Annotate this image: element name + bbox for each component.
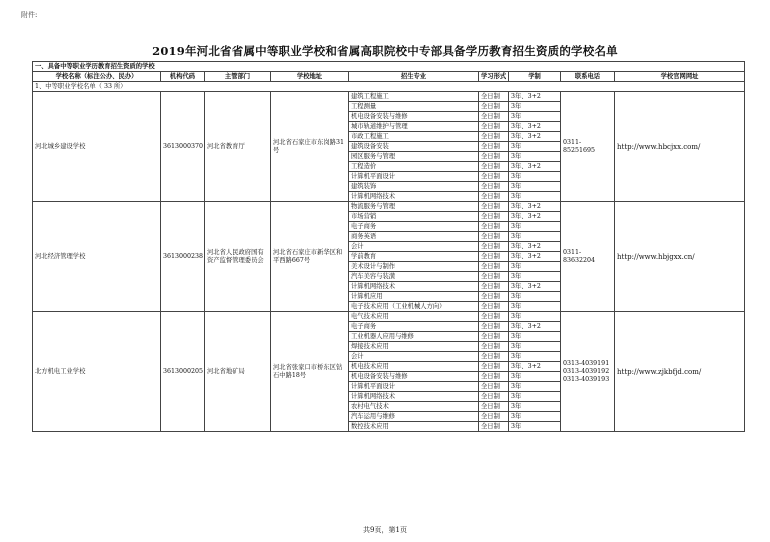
contact-phone: 0311-85251695 bbox=[561, 92, 615, 202]
section-row bbox=[33, 62, 745, 72]
major-name: 电子商务 bbox=[349, 222, 479, 232]
major-name: 会计 bbox=[349, 352, 479, 362]
duration: 3年、3+2 bbox=[509, 212, 561, 222]
major-name: 数控技术应用 bbox=[349, 422, 479, 432]
duration: 3年 bbox=[509, 262, 561, 272]
major-name: 汽车美容与装潢 bbox=[349, 272, 479, 282]
study-form: 全日制 bbox=[479, 342, 509, 352]
study-form: 全日制 bbox=[479, 172, 509, 182]
table-row bbox=[33, 202, 745, 212]
major-name: 计算机网络技术 bbox=[349, 392, 479, 402]
duration: 3年 bbox=[509, 272, 561, 282]
institution-code: 3613000370 bbox=[161, 92, 205, 202]
duration: 3年 bbox=[509, 412, 561, 422]
study-form: 全日制 bbox=[479, 422, 509, 432]
major-name: 建筑设备安装 bbox=[349, 142, 479, 152]
major-name: 建筑装饰 bbox=[349, 182, 479, 192]
major-name: 计算机平面设计 bbox=[349, 382, 479, 392]
study-form: 全日制 bbox=[479, 192, 509, 202]
duration: 3年、3+2 bbox=[509, 92, 561, 102]
study-form: 全日制 bbox=[479, 392, 509, 402]
duration: 3年、3+2 bbox=[509, 122, 561, 132]
duration: 3年 bbox=[509, 372, 561, 382]
duration: 3年、3+2 bbox=[509, 282, 561, 292]
study-form: 全日制 bbox=[479, 142, 509, 152]
supervising-dept: 河北省人民政府国有资产监督管理委员会 bbox=[205, 202, 271, 312]
major-name: 城市轨道维护与管理 bbox=[349, 122, 479, 132]
duration: 3年、3+2 bbox=[509, 242, 561, 252]
study-form: 全日制 bbox=[479, 312, 509, 322]
duration: 3年、3+2 bbox=[509, 362, 561, 372]
major-name: 计算机平面设计 bbox=[349, 172, 479, 182]
major-name: 计算机网络技术 bbox=[349, 192, 479, 202]
col-major: 招生专业 bbox=[349, 72, 479, 82]
major-name: 计算机网络技术 bbox=[349, 282, 479, 292]
school-name: 河北经济管理学校 bbox=[33, 202, 161, 312]
school-address: 河北省石家庄市新华区和平西路667号 bbox=[271, 202, 349, 312]
study-form: 全日制 bbox=[479, 232, 509, 242]
major-name: 学前教育 bbox=[349, 252, 479, 262]
duration: 3年 bbox=[509, 172, 561, 182]
table-row bbox=[33, 312, 745, 322]
major-name: 市政工程施工 bbox=[349, 132, 479, 142]
duration: 3年 bbox=[509, 232, 561, 242]
study-form: 全日制 bbox=[479, 122, 509, 132]
table-row bbox=[33, 92, 745, 102]
major-name: 建筑工程施工 bbox=[349, 92, 479, 102]
major-name: 焊接技术应用 bbox=[349, 342, 479, 352]
contact-phone: 0313-4039191 0313-4039192 0313-4039193 bbox=[561, 312, 615, 432]
study-form: 全日制 bbox=[479, 182, 509, 192]
header-row bbox=[33, 72, 745, 82]
study-form: 全日制 bbox=[479, 322, 509, 332]
study-form: 全日制 bbox=[479, 362, 509, 372]
study-form: 全日制 bbox=[479, 162, 509, 172]
duration: 3年、3+2 bbox=[509, 322, 561, 332]
contact-phone: 0311-83632204 bbox=[561, 202, 615, 312]
duration: 3年 bbox=[509, 312, 561, 322]
study-form: 全日制 bbox=[479, 242, 509, 252]
study-form: 全日制 bbox=[479, 332, 509, 342]
duration: 3年 bbox=[509, 142, 561, 152]
school-address: 河北省石家庄市东岗路31号 bbox=[271, 92, 349, 202]
major-name: 工业机器人应用与维修 bbox=[349, 332, 479, 342]
school-website: http://www.zjkbfjd.com/ bbox=[615, 312, 745, 432]
major-name: 汽车运用与维修 bbox=[349, 412, 479, 422]
major-name: 园区服务与管理 bbox=[349, 152, 479, 162]
major-name: 机电设备安装与维修 bbox=[349, 372, 479, 382]
col-phone: 联系电话 bbox=[561, 72, 615, 82]
duration: 3年 bbox=[509, 292, 561, 302]
institution-code: 3613000238 bbox=[161, 202, 205, 312]
study-form: 全日制 bbox=[479, 212, 509, 222]
school-address: 河北省张家口市桥东区钻石中路18号 bbox=[271, 312, 349, 432]
section-title: 一、具备中等职业学历教育招生资质的学校 bbox=[33, 62, 745, 72]
major-name: 工程测量 bbox=[349, 102, 479, 112]
study-form: 全日制 bbox=[479, 92, 509, 102]
supervising-dept: 河北省教育厅 bbox=[205, 92, 271, 202]
duration: 3年 bbox=[509, 342, 561, 352]
document-title: 2019年河北省省属中等职业学校和省属高职院校中专部具备学历教育招生资质的学校名单 bbox=[152, 44, 618, 58]
duration: 3年、3+2 bbox=[509, 202, 561, 212]
study-form: 全日制 bbox=[479, 152, 509, 162]
study-form: 全日制 bbox=[479, 202, 509, 212]
school-name: 河北城乡建设学校 bbox=[33, 92, 161, 202]
major-name: 会计 bbox=[349, 242, 479, 252]
major-name: 商务英语 bbox=[349, 232, 479, 242]
duration: 3年 bbox=[509, 222, 561, 232]
major-name: 美术设计与制作 bbox=[349, 262, 479, 272]
col-duration: 学制 bbox=[509, 72, 561, 82]
school-list-table bbox=[32, 61, 745, 432]
col-school-name: 学校名称（标注公办、民办） bbox=[33, 72, 161, 82]
duration: 3年、3+2 bbox=[509, 252, 561, 262]
major-name: 电子商务 bbox=[349, 322, 479, 332]
school-website: http://www.hbcjxx.com/ bbox=[615, 92, 745, 202]
attachment-label: 附件: bbox=[21, 11, 38, 19]
major-name: 电气技术应用 bbox=[349, 312, 479, 322]
duration: 3年 bbox=[509, 192, 561, 202]
study-form: 全日制 bbox=[479, 262, 509, 272]
duration: 3年 bbox=[509, 182, 561, 192]
study-form: 全日制 bbox=[479, 282, 509, 292]
study-form: 全日制 bbox=[479, 402, 509, 412]
duration: 3年 bbox=[509, 352, 561, 362]
duration: 3年 bbox=[509, 302, 561, 312]
major-name: 物流服务与管理 bbox=[349, 202, 479, 212]
study-form: 全日制 bbox=[479, 222, 509, 232]
subsection-row bbox=[33, 82, 745, 92]
study-form: 全日制 bbox=[479, 292, 509, 302]
duration: 3年 bbox=[509, 422, 561, 432]
duration: 3年 bbox=[509, 112, 561, 122]
study-form: 全日制 bbox=[479, 372, 509, 382]
institution-code: 3613000205 bbox=[161, 312, 205, 432]
duration: 3年、3+2 bbox=[509, 162, 561, 172]
duration: 3年 bbox=[509, 332, 561, 342]
major-name: 农村电气技术 bbox=[349, 402, 479, 412]
major-name: 工程造价 bbox=[349, 162, 479, 172]
study-form: 全日制 bbox=[479, 412, 509, 422]
duration: 3年 bbox=[509, 382, 561, 392]
col-url: 学校官网网址 bbox=[615, 72, 745, 82]
study-form: 全日制 bbox=[479, 102, 509, 112]
duration: 3年 bbox=[509, 402, 561, 412]
study-form: 全日制 bbox=[479, 352, 509, 362]
duration: 3年 bbox=[509, 392, 561, 402]
duration: 3年 bbox=[509, 152, 561, 162]
study-form: 全日制 bbox=[479, 132, 509, 142]
study-form: 全日制 bbox=[479, 302, 509, 312]
major-name: 机电设备安装与维修 bbox=[349, 112, 479, 122]
study-form: 全日制 bbox=[479, 272, 509, 282]
major-name: 机电技术应用 bbox=[349, 362, 479, 372]
major-name: 市场营销 bbox=[349, 212, 479, 222]
col-address: 学校地址 bbox=[271, 72, 349, 82]
duration: 3年、3+2 bbox=[509, 132, 561, 142]
study-form: 全日制 bbox=[479, 112, 509, 122]
major-name: 电子技术应用（工业机械人方向） bbox=[349, 302, 479, 312]
page-footer: 共9页，第1页 bbox=[363, 526, 407, 534]
school-name: 北方机电工业学校 bbox=[33, 312, 161, 432]
supervising-dept: 河北省地矿局 bbox=[205, 312, 271, 432]
major-name: 计算机应用 bbox=[349, 292, 479, 302]
col-code: 机构代码 bbox=[161, 72, 205, 82]
subsection-title: 1、中等职业学校名单（ 33 所） bbox=[33, 82, 745, 92]
col-dept: 主管部门 bbox=[205, 72, 271, 82]
duration: 3年 bbox=[509, 102, 561, 112]
study-form: 全日制 bbox=[479, 252, 509, 262]
school-website: http://www.hbjgxx.cn/ bbox=[615, 202, 745, 312]
col-form: 学习形式 bbox=[479, 72, 509, 82]
study-form: 全日制 bbox=[479, 382, 509, 392]
